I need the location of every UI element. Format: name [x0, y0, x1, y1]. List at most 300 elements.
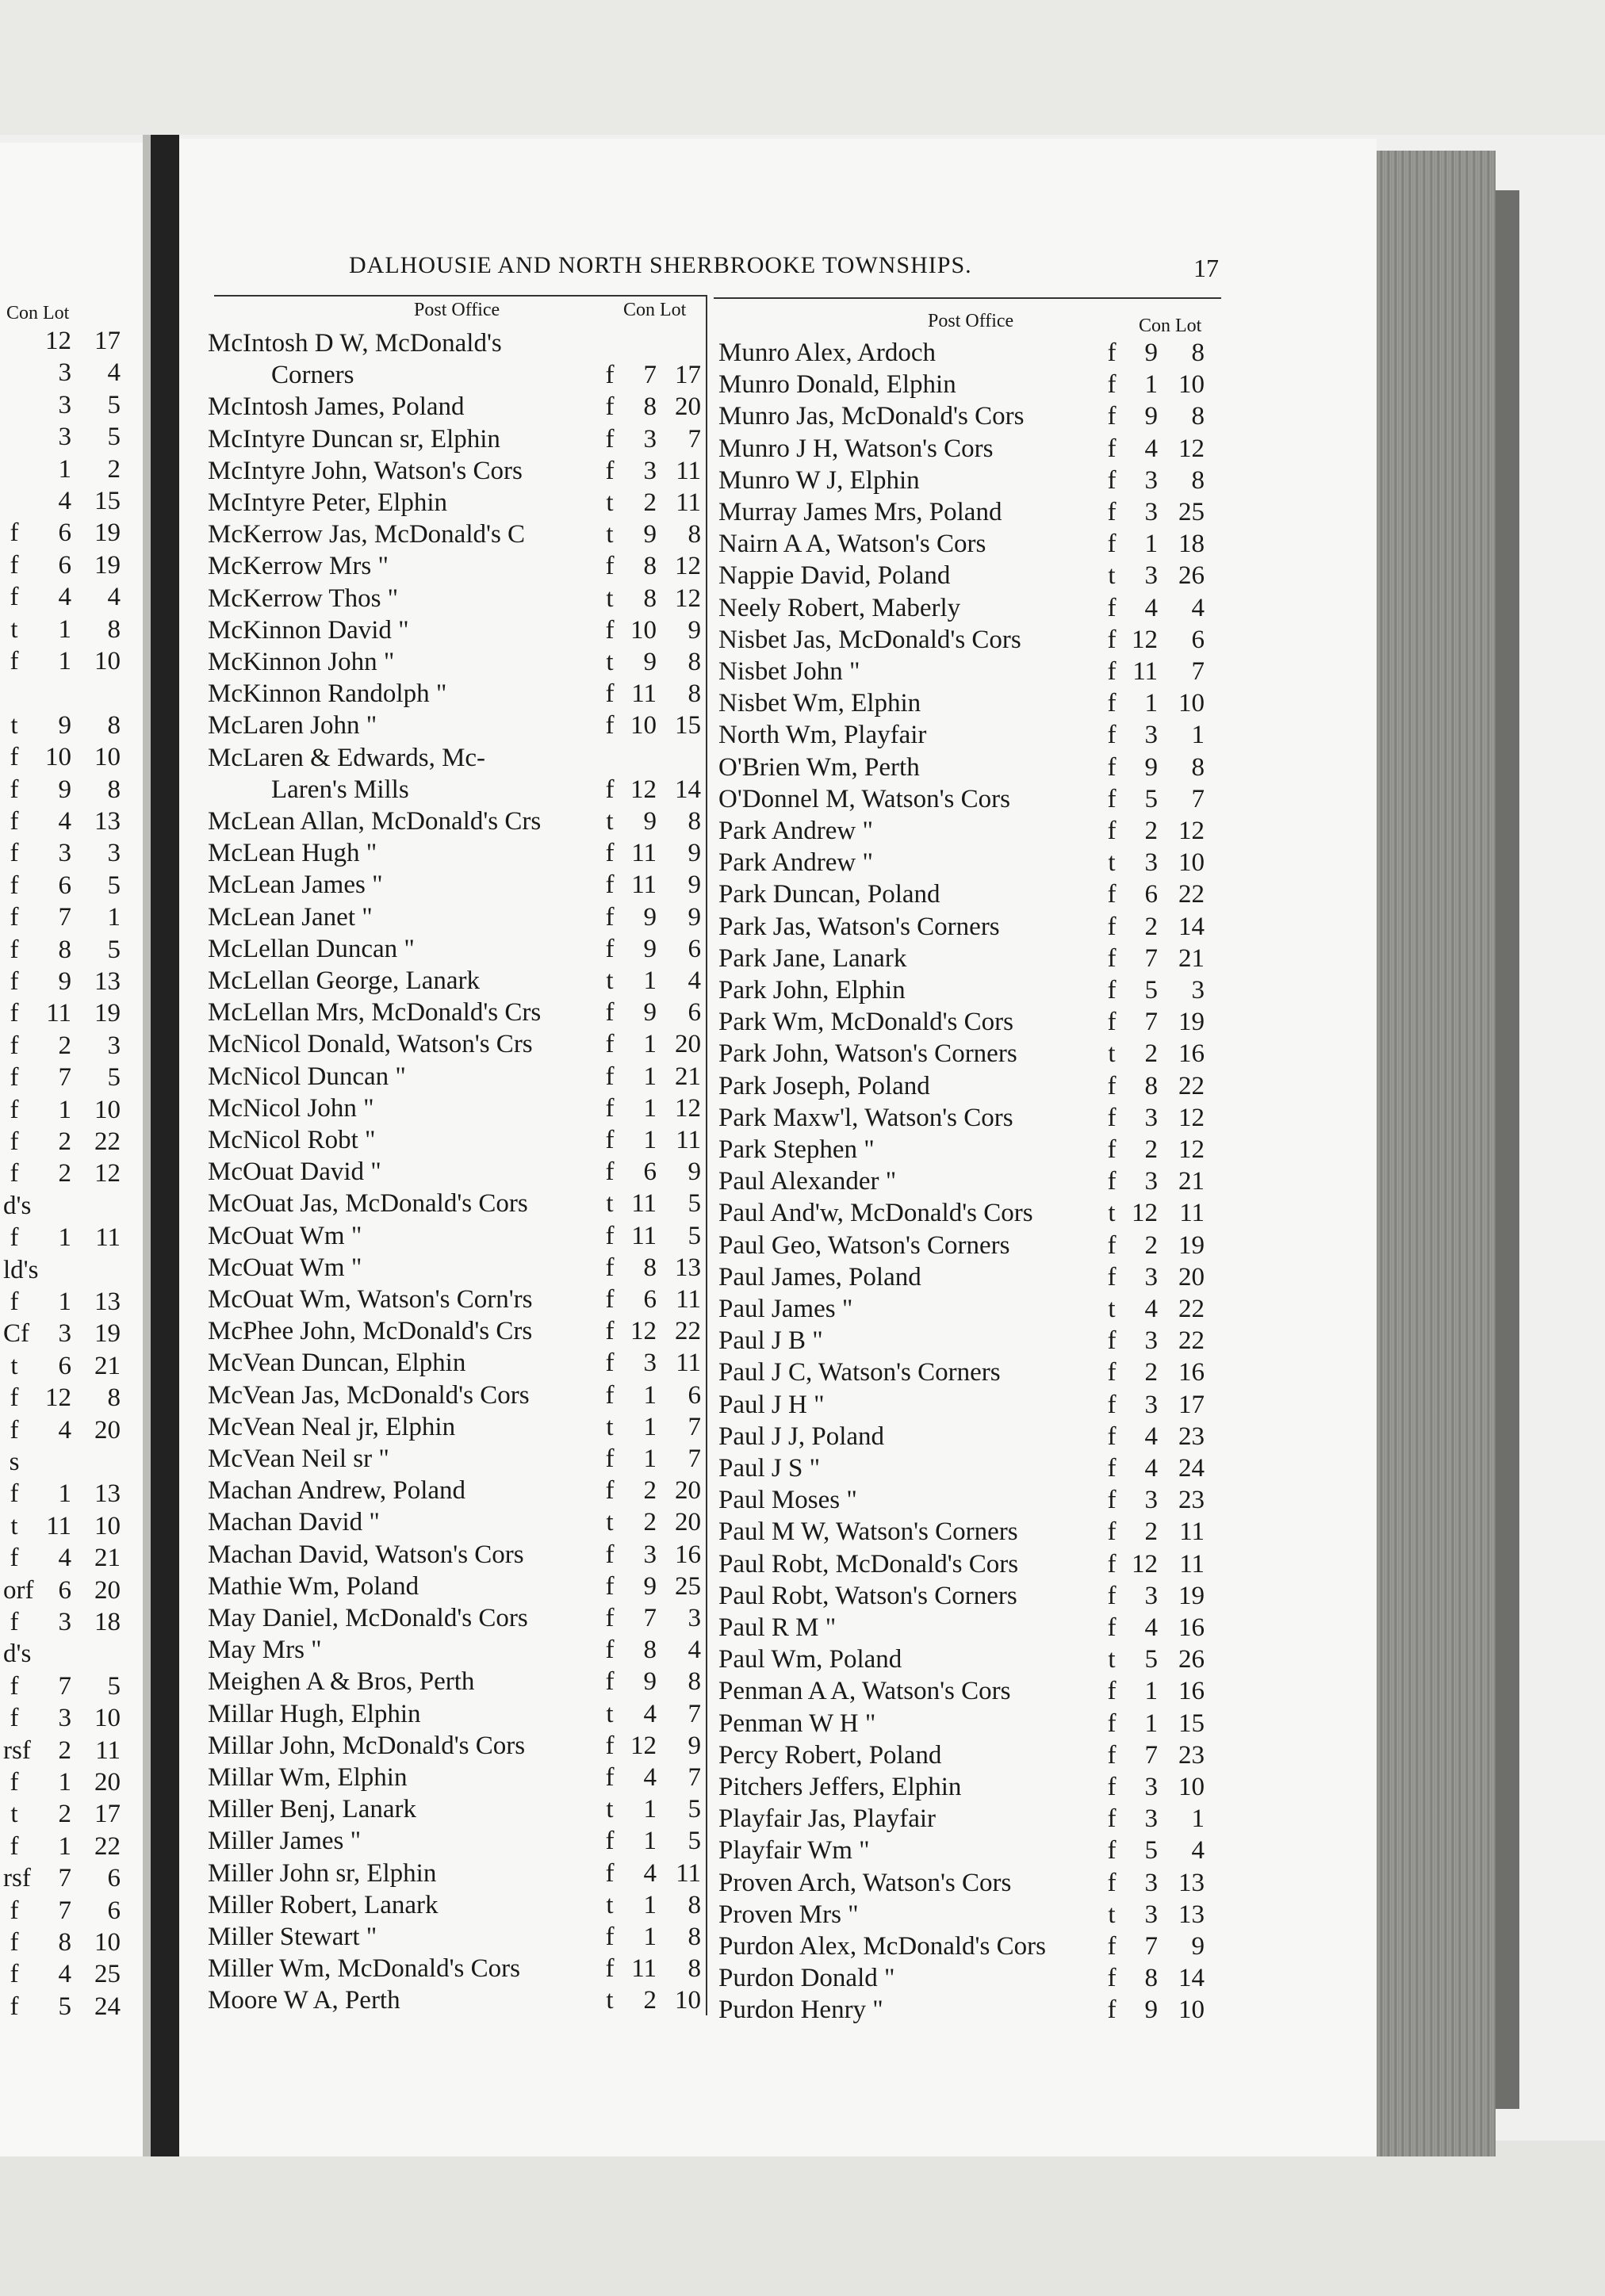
lot-number: 8 — [107, 775, 121, 804]
left-page-row — [0, 485, 143, 517]
left-page-row — [0, 1350, 143, 1382]
lot-number: 10 — [1178, 689, 1205, 718]
lot-number: 3 — [107, 839, 121, 868]
entry-name: McVean Neal jr, Elphin — [208, 1412, 456, 1441]
tenure-code: f — [1107, 1008, 1117, 1037]
tenure-code: f — [605, 1858, 615, 1888]
lot-number: 12 — [1178, 1103, 1205, 1132]
tenure-code: f — [1107, 1677, 1117, 1706]
left-page-row — [0, 1670, 143, 1702]
entry-name: Munro Donald, Elphin — [718, 370, 956, 400]
concession-number: 4 — [643, 1699, 657, 1728]
concession-number: 9 — [1144, 752, 1158, 782]
lot-number: 15 — [94, 487, 121, 515]
concession-number: 12 — [1132, 1549, 1158, 1578]
concession-number: 7 — [643, 1604, 657, 1632]
concession-number: 5 — [1144, 784, 1158, 813]
lot-number: 4 — [688, 1636, 701, 1665]
tenure-code: f — [10, 583, 19, 612]
lot-number: 3 — [688, 1604, 701, 1632]
concession-number: 7 — [1144, 943, 1158, 973]
tenure-code: f — [1107, 1932, 1117, 1961]
lot-number: 13 — [94, 1288, 121, 1316]
entry-name: Paul M W, Watson's Corners — [718, 1517, 1018, 1547]
tenure-code: f — [605, 679, 615, 709]
lot-number: 25 — [94, 1960, 121, 1989]
tenure-code: s — [9, 1448, 20, 1476]
entry-name: Nisbet Wm, Elphin — [718, 689, 921, 718]
left-page-row — [0, 710, 143, 741]
lot-number: 20 — [675, 1508, 701, 1537]
left-page-fragment — [0, 143, 147, 2156]
lot-number: 23 — [1178, 1740, 1205, 1770]
left-page-row — [0, 1094, 143, 1126]
entry-name: Meighen A & Bros, Perth — [208, 1667, 475, 1697]
entry-name: Proven Mrs " — [718, 1900, 859, 1929]
concession-number: 11 — [631, 679, 657, 709]
left-page-row — [0, 1318, 143, 1349]
concession-number: 3 — [58, 1319, 71, 1349]
lot-number: 21 — [675, 1062, 701, 1091]
tenure-code: f — [10, 1031, 19, 1060]
lot-number: 8 — [688, 1667, 701, 1697]
tenure-code: t — [606, 1508, 614, 1537]
left-page-row — [0, 1062, 143, 1093]
left-page-row — [0, 870, 143, 901]
lot-number: 22 — [1178, 1071, 1205, 1100]
concession-number: 2 — [1144, 1135, 1158, 1164]
tenure-code: f — [605, 361, 615, 390]
tenure-code: t — [606, 1699, 614, 1728]
lot-number: 17 — [94, 327, 121, 355]
lot-number: 8 — [688, 1890, 701, 1919]
concession-number: 2 — [58, 1127, 71, 1156]
entry-name: Percy Robert, Poland — [718, 1740, 942, 1770]
entry-name: Millar John, McDonald's Cors — [208, 1731, 526, 1760]
tenure-code: f — [1107, 784, 1117, 813]
concession-number: 3 — [58, 1608, 71, 1636]
tenure-code: t — [1108, 1199, 1116, 1228]
concession-number: 4 — [58, 1544, 71, 1573]
concession-number: 7 — [1144, 1008, 1158, 1037]
entry-name: Nisbet John " — [718, 657, 860, 686]
concession-number: 3 — [1144, 721, 1158, 750]
right-column-top-rule — [714, 297, 1221, 299]
concession-number: 2 — [643, 1508, 657, 1537]
entry-name: Paul Robt, Watson's Corners — [718, 1581, 1017, 1610]
tenure-code: f — [1107, 1167, 1117, 1196]
lot-number: 10 — [94, 1095, 121, 1124]
left-page-row — [0, 1414, 143, 1446]
lot-number: 20 — [94, 1768, 121, 1797]
entry-name: Paul J B " — [718, 1326, 823, 1356]
lot-number: 18 — [94, 1608, 121, 1636]
lot-number: 5 — [688, 1795, 701, 1824]
lot-number: 1 — [1191, 1804, 1205, 1834]
concession-number: 7 — [58, 903, 71, 932]
concession-number: 9 — [643, 648, 657, 676]
lot-number: 11 — [1179, 1517, 1205, 1547]
concession-number: 1 — [1144, 530, 1158, 559]
lot-number: 16 — [1178, 1613, 1205, 1642]
tenure-code: f — [10, 1223, 19, 1253]
entry-name: McOuat Wm, Watson's Corn'rs — [208, 1285, 533, 1314]
tenure-code: ld's — [3, 1255, 39, 1284]
concession-number: 9 — [643, 807, 657, 836]
left-page-row — [0, 1190, 143, 1222]
tenure-code: f — [10, 1608, 19, 1636]
entry-name: McOuat Wm " — [208, 1253, 362, 1282]
lot-number: 13 — [94, 967, 121, 996]
lot-number: 22 — [675, 1317, 701, 1346]
tenure-code: f — [10, 807, 19, 836]
tenure-code: f — [605, 902, 615, 932]
tenure-code: f — [10, 1288, 19, 1316]
lot-number: 8 — [688, 648, 701, 676]
lot-number: 5 — [688, 1221, 701, 1250]
entry-name: Paul J J, Poland — [718, 1422, 885, 1451]
tenure-code: t — [10, 614, 18, 644]
lot-number: 16 — [675, 1540, 701, 1569]
lot-number: 8 — [107, 1383, 121, 1413]
lot-number: 21 — [94, 1544, 121, 1573]
tenure-code: f — [1107, 1326, 1117, 1356]
concession-number: 8 — [1144, 1964, 1158, 1993]
tenure-code: t — [10, 1351, 18, 1380]
left-page-row — [0, 581, 143, 613]
lot-number: 3 — [1191, 976, 1205, 1004]
tenure-code: f — [10, 1831, 19, 1861]
left-page-row — [0, 1927, 143, 1958]
entry-name: Park Joseph, Poland — [718, 1071, 930, 1100]
concession-number: 12 — [1132, 1199, 1158, 1228]
left-post-office-header: Post Office — [414, 300, 500, 320]
concession-number: 8 — [643, 552, 657, 581]
entry-name: Machan David, Watson's Cors — [208, 1540, 524, 1569]
concession-number: 4 — [1144, 593, 1158, 622]
entry-name: McLean Allan, McDonald's Crs — [208, 807, 542, 836]
concession-number: 4 — [643, 1763, 657, 1792]
entry-name: Paul Geo, Watson's Corners — [718, 1230, 1010, 1260]
tenure-code: f — [605, 1540, 615, 1569]
lot-number: 16 — [1178, 1358, 1205, 1387]
lot-number: 9 — [688, 615, 701, 645]
tenure-code: f — [605, 1571, 615, 1601]
entry-name: Paul R M " — [718, 1613, 837, 1642]
lot-number: 19 — [94, 519, 121, 548]
entry-name: Munro Alex, Ardoch — [718, 339, 937, 367]
tenure-code: rsf — [3, 1735, 31, 1765]
concession-number: 3 — [1144, 1900, 1158, 1929]
entry-name: Park Jas, Watson's Corners — [718, 912, 1000, 941]
concession-number: 3 — [643, 1349, 657, 1378]
concession-number: 12 — [1132, 625, 1158, 654]
entry-name: Millar Wm, Elphin — [208, 1763, 408, 1792]
concession-number: 2 — [1144, 1230, 1158, 1260]
entry-name: May Daniel, McDonald's Cors — [208, 1604, 528, 1632]
lot-number: 21 — [1178, 1167, 1205, 1196]
entry-name: Park John, Watson's Corners — [718, 1039, 1017, 1069]
tenure-code: f — [1107, 657, 1117, 686]
lot-number: 19 — [94, 1319, 121, 1349]
concession-number: 11 — [46, 1511, 71, 1540]
entry-name: Miller Benj, Lanark — [208, 1795, 417, 1824]
tenure-code: f — [605, 1349, 615, 1378]
lot-number: 22 — [94, 1127, 121, 1156]
entry-name: Playfair Wm " — [718, 1836, 870, 1866]
entry-name: McKinnon Randolph " — [208, 679, 447, 709]
lot-number: 8 — [688, 1923, 701, 1951]
left-page-row — [0, 421, 143, 453]
lot-number: 10 — [1178, 370, 1205, 400]
concession-number: 3 — [1144, 1326, 1158, 1356]
tenure-code: f — [605, 1636, 615, 1665]
entry-name: Paul Wm, Poland — [718, 1645, 902, 1674]
tenure-code: t — [606, 584, 614, 613]
concession-number: 3 — [1144, 498, 1158, 526]
concession-number: 2 — [58, 1800, 71, 1829]
tenure-code: f — [1107, 1581, 1117, 1610]
entry-name: Paul James " — [718, 1295, 853, 1323]
lot-number: 18 — [1178, 530, 1205, 559]
tenure-code: f — [605, 1158, 615, 1187]
concession-number: 9 — [58, 775, 71, 804]
concession-number: 9 — [643, 1571, 657, 1601]
lot-number: 7 — [688, 1763, 701, 1792]
lot-number: 8 — [688, 807, 701, 836]
lot-number: 8 — [1191, 752, 1205, 782]
lot-number: 6 — [107, 1896, 121, 1925]
lot-number: 26 — [1178, 561, 1205, 591]
tenure-code: f — [10, 1704, 19, 1733]
lot-number: 24 — [94, 1992, 121, 2021]
concession-number: 3 — [58, 390, 71, 419]
concession-number: 3 — [58, 839, 71, 868]
concession-number: 6 — [58, 550, 71, 580]
scan-background-top — [0, 0, 1605, 135]
concession-number: 3 — [1144, 1486, 1158, 1515]
tenure-code: f — [10, 903, 19, 932]
tenure-code: f — [605, 1253, 615, 1282]
tenure-code: t — [1108, 1645, 1116, 1674]
tenure-code: t — [10, 1511, 18, 1540]
concession-number: 9 — [643, 520, 657, 549]
entry-name: Penman A A, Watson's Cors — [718, 1677, 1011, 1706]
lot-number: 12 — [1178, 817, 1205, 845]
concession-number: 2 — [58, 1159, 71, 1188]
concession-number: 3 — [643, 456, 657, 485]
entry-name: Paul James, Poland — [718, 1262, 921, 1292]
left-page-row — [0, 1030, 143, 1062]
concession-number: 1 — [643, 1445, 657, 1473]
concession-number: 9 — [1144, 339, 1158, 367]
concession-number: 10 — [45, 743, 71, 772]
tenure-code: f — [10, 1127, 19, 1156]
left-page-row — [0, 614, 143, 645]
running-head: DALHOUSIE AND NORTH SHERBROOKE TOWNSHIPS. — [349, 252, 972, 278]
concession-number: 3 — [58, 423, 71, 452]
concession-number: 1 — [643, 1890, 657, 1919]
page-edges — [1377, 151, 1496, 2156]
left-page-row — [0, 357, 143, 388]
concession-number: 8 — [643, 1253, 657, 1282]
concession-number: 3 — [58, 1704, 71, 1733]
lot-number: 10 — [94, 1511, 121, 1540]
left-page-row — [0, 325, 143, 357]
book-gutter — [151, 135, 179, 2156]
concession-number: 9 — [1144, 402, 1158, 431]
lot-number: 9 — [1191, 1932, 1205, 1961]
lot-number: 8 — [107, 710, 121, 740]
tenure-code: t — [1108, 1900, 1116, 1929]
concession-number: 3 — [1144, 1581, 1158, 1610]
lot-number: 10 — [1178, 848, 1205, 878]
tenure-code: f — [1107, 402, 1117, 431]
tenure-code: f — [605, 1285, 615, 1314]
tenure-code: f — [605, 1126, 615, 1154]
left-page-row — [0, 1286, 143, 1318]
tenure-code: f — [605, 1062, 615, 1091]
tenure-code: f — [10, 1415, 19, 1445]
tenure-code: f — [1107, 370, 1117, 400]
concession-number: 6 — [643, 1285, 657, 1314]
tenure-code: f — [1107, 339, 1117, 367]
lot-number: 7 — [688, 1412, 701, 1441]
lot-number: 22 — [1178, 880, 1205, 909]
lot-number: 5 — [107, 423, 121, 452]
tenure-code: f — [1107, 1486, 1117, 1515]
left-page-row — [0, 1222, 143, 1253]
tenure-code: f — [1107, 1230, 1117, 1260]
lot-number: 16 — [1178, 1039, 1205, 1069]
lot-number: 15 — [675, 711, 701, 740]
entry-name: Paul Moses " — [718, 1486, 857, 1515]
left-page-row — [0, 806, 143, 837]
concession-number: 2 — [58, 1735, 71, 1765]
lot-number: 17 — [1178, 1390, 1205, 1419]
lot-number: 12 — [94, 1159, 121, 1188]
scan-background-bottom — [0, 2141, 1605, 2296]
tenure-code: f — [1107, 1422, 1117, 1451]
concession-number: 1 — [643, 1062, 657, 1091]
entry-name: McOuat Jas, McDonald's Cors — [208, 1189, 528, 1219]
tenure-code: f — [1107, 1517, 1117, 1547]
lot-number: 15 — [1178, 1709, 1205, 1738]
concession-number: 4 — [58, 487, 71, 515]
entry-name: Machan Andrew, Poland — [208, 1476, 466, 1506]
entry-name: Paul And'w, McDonald's Cors — [718, 1199, 1033, 1228]
tenure-code: f — [605, 552, 615, 581]
concession-number: 1 — [58, 1288, 71, 1316]
concession-number: 3 — [643, 424, 657, 453]
left-page-row — [0, 517, 143, 549]
lot-number: 4 — [107, 583, 121, 612]
concession-number: 6 — [58, 1575, 71, 1605]
lot-number: 6 — [107, 1864, 121, 1893]
lot-number: 10 — [94, 647, 121, 675]
lot-number: 4 — [688, 966, 701, 995]
concession-number: 1 — [58, 1831, 71, 1861]
lot-number: 6 — [1191, 625, 1205, 654]
tenure-code: t — [606, 648, 614, 676]
concession-number: 12 — [45, 1383, 71, 1413]
left-page-row — [0, 1575, 143, 1606]
entry-name: Park Jane, Lanark — [718, 943, 907, 973]
lot-number: 5 — [107, 1063, 121, 1093]
lot-number: 12 — [675, 584, 701, 613]
tenure-code: f — [605, 1221, 615, 1250]
tenure-code: f — [10, 1544, 19, 1573]
entry-name: McNicol John " — [208, 1093, 374, 1123]
concession-number: 2 — [1144, 912, 1158, 941]
tenure-code: Cf — [3, 1319, 29, 1349]
concession-number: 7 — [58, 1896, 71, 1925]
tenure-code: f — [605, 711, 615, 740]
lot-number: 19 — [1178, 1008, 1205, 1037]
entry-name: Corners — [271, 361, 354, 390]
entry-name: McLellan George, Lanark — [208, 966, 480, 995]
tenure-code: f — [605, 871, 615, 900]
left-page-row — [0, 1798, 143, 1830]
tenure-code: f — [1107, 721, 1117, 750]
entry-name: McKerrow Jas, McDonald's C — [208, 520, 526, 549]
lot-number: 21 — [94, 1351, 121, 1380]
left-page-row — [0, 645, 143, 677]
concession-number: 6 — [1144, 880, 1158, 909]
lot-number: 17 — [94, 1800, 121, 1829]
lot-number: 8 — [688, 520, 701, 549]
tenure-code: f — [10, 839, 19, 868]
concession-number: 7 — [58, 1063, 71, 1093]
lot-number: 8 — [107, 614, 121, 644]
lot-number: 1 — [107, 903, 121, 932]
left-page-row — [0, 1382, 143, 1414]
tenure-code: f — [1107, 689, 1117, 718]
lot-number: 7 — [1191, 657, 1205, 686]
concession-number: 2 — [1144, 1358, 1158, 1387]
tenure-code: f — [1107, 1135, 1117, 1164]
tenure-code: d's — [3, 1191, 32, 1220]
lot-number: 11 — [676, 1858, 701, 1888]
lot-number: 14 — [1178, 1964, 1205, 1993]
tenure-code: t — [606, 1412, 614, 1441]
lot-number: 10 — [1178, 1773, 1205, 1801]
tenure-code: t — [606, 1890, 614, 1919]
tenure-code: d's — [3, 1640, 32, 1669]
lot-number: 11 — [676, 1285, 701, 1314]
tenure-code: f — [10, 935, 19, 964]
entry-name: McOuat David " — [208, 1158, 381, 1187]
concession-number: 2 — [643, 1476, 657, 1506]
concession-number: 4 — [1144, 434, 1158, 463]
tenure-code: f — [1107, 943, 1117, 973]
tenure-code: f — [605, 1476, 615, 1506]
lot-number: 4 — [107, 358, 121, 388]
tenure-code: f — [605, 1731, 615, 1760]
entry-name: Park Andrew " — [718, 848, 873, 878]
left-page-row — [0, 837, 143, 869]
tenure-code: t — [10, 1800, 18, 1829]
tenure-code: f — [605, 1093, 615, 1123]
concession-number: 1 — [643, 1126, 657, 1154]
concession-number: 9 — [1144, 1996, 1158, 2025]
tenure-code: f — [10, 743, 19, 772]
lot-number: 13 — [1178, 1900, 1205, 1929]
lot-number: 10 — [94, 1928, 121, 1957]
page-number: 17 — [1193, 254, 1219, 282]
entry-name: McIntosh D W, McDonald's — [208, 329, 502, 358]
right-post-office-header: Post Office — [928, 311, 1014, 331]
